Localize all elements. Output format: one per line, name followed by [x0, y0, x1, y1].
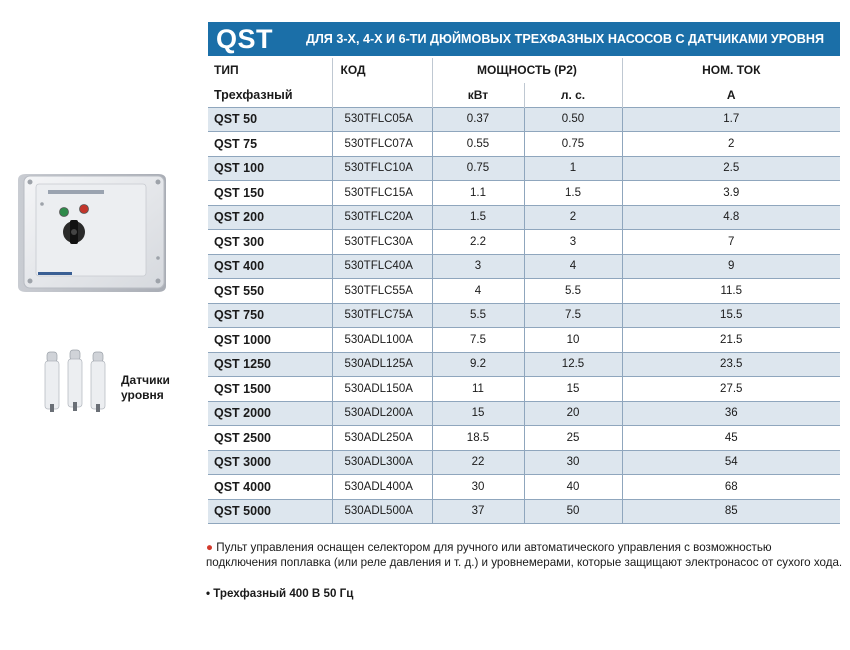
cell-amp: 15.5 — [622, 303, 840, 328]
table-row — [208, 107, 840, 132]
cell-code: 530TFLC15A — [332, 181, 432, 206]
header-code: КОД — [332, 58, 432, 83]
table-row — [208, 377, 840, 402]
cell-amp: 9 — [622, 254, 840, 279]
table-row — [208, 279, 840, 304]
cell-amp: 45 — [622, 426, 840, 451]
cell-amp: 36 — [622, 401, 840, 426]
cell-code: 530ADL150A — [332, 377, 432, 402]
note-line1 — [206, 540, 846, 555]
cell-amp: 85 — [622, 499, 840, 524]
cell-hp: 25 — [524, 426, 622, 451]
header-power: МОЩНОСТЬ (P2) — [432, 58, 622, 83]
cell-kw: 2.2 — [432, 230, 524, 255]
table-row — [208, 450, 840, 475]
cell-hp: 12.5 — [524, 352, 622, 377]
cell-code: 530ADL125A — [332, 352, 432, 377]
header-type: ТИП — [214, 63, 239, 78]
sensors-caption — [121, 373, 170, 403]
cell-hp: 1 — [524, 156, 622, 181]
subheader-code-empty — [332, 83, 432, 108]
cell-type: QST 1500 — [208, 377, 332, 402]
cell-code: 530ADL100A — [332, 328, 432, 353]
cell-code: 530TFLC10A — [332, 156, 432, 181]
cell-hp: 20 — [524, 401, 622, 426]
cell-type: QST 300 — [208, 230, 332, 255]
cell-kw: 9.2 — [432, 352, 524, 377]
cell-code: 530ADL250A — [332, 426, 432, 451]
cell-type: QST 3000 — [208, 450, 332, 475]
cell-hp: 4 — [524, 254, 622, 279]
cell-amp: 3.9 — [622, 181, 840, 206]
control-box-image — [8, 168, 178, 298]
cell-hp: 5.5 — [524, 279, 622, 304]
table-subheader-row — [208, 83, 840, 108]
cell-type: QST 750 — [208, 303, 332, 328]
cell-type: QST 1000 — [208, 328, 332, 353]
cell-amp: 27.5 — [622, 377, 840, 402]
cell-kw: 37 — [432, 499, 524, 524]
table-row — [208, 230, 840, 255]
header-current: НОМ. ТОК — [622, 58, 840, 83]
spec-table — [208, 58, 840, 524]
cell-kw: 15 — [432, 401, 524, 426]
cell-type: QST 100 — [208, 156, 332, 181]
note-line2-text: подключения поплавка (или реле давления и т. д.) и уровнемерами, которые защищают электронасос от сухого хода. — [206, 556, 843, 569]
table-row — [208, 205, 840, 230]
model-title: QST — [216, 23, 274, 54]
table-row — [208, 156, 840, 181]
cell-hp: 3 — [524, 230, 622, 255]
cell-amp: 54 — [622, 450, 840, 475]
cell-kw: 11 — [432, 377, 524, 402]
cell-type: QST 4000 — [208, 475, 332, 500]
cell-kw: 7.5 — [432, 328, 524, 353]
cell-type: QST 50 — [208, 107, 332, 132]
cell-code: 530TFLC40A — [332, 254, 432, 279]
table-row — [208, 303, 840, 328]
cell-type: QST 400 — [208, 254, 332, 279]
cell-code: 530TFLC75A — [332, 303, 432, 328]
table-row — [208, 426, 840, 451]
cell-type: QST 5000 — [208, 499, 332, 524]
cell-hp: 50 — [524, 499, 622, 524]
cell-type: QST 550 — [208, 279, 332, 304]
cell-hp: 0.50 — [524, 107, 622, 132]
cell-type: QST 2500 — [208, 426, 332, 451]
cell-kw: 1.5 — [432, 205, 524, 230]
table-row — [208, 401, 840, 426]
table-row — [208, 475, 840, 500]
table-row — [208, 499, 840, 524]
note-line1-text: Пульт управления оснащен селектором для ручного или автоматического управления с возможностью — [216, 541, 772, 554]
bullet-icon: ● — [206, 541, 214, 554]
cell-amp: 7 — [622, 230, 840, 255]
cell-hp: 7.5 — [524, 303, 622, 328]
sensors-caption-line2: уровня — [121, 388, 164, 402]
cell-code: 530TFLC07A — [332, 132, 432, 157]
cell-type: QST 200 — [208, 205, 332, 230]
table-row — [208, 132, 840, 157]
cell-type: QST 150 — [208, 181, 332, 206]
cell-code: 530ADL200A — [332, 401, 432, 426]
table-row — [208, 328, 840, 353]
table-row — [208, 352, 840, 377]
table-header-row — [208, 58, 840, 83]
cell-kw: 30 — [432, 475, 524, 500]
cell-amp: 21.5 — [622, 328, 840, 353]
cell-code: 530TFLC05A — [332, 107, 432, 132]
banner-subtitle: ДЛЯ 3-Х, 4-Х И 6-ТИ ДЮЙМОВЫХ ТРЕХФАЗНЫХ НАСОСОВ С ДАТЧИКАМИ УРОВНЯ — [306, 32, 824, 46]
cell-code: 530ADL400A — [332, 475, 432, 500]
cell-type: QST 1250 — [208, 352, 332, 377]
cell-hp: 1.5 — [524, 181, 622, 206]
table-row — [208, 254, 840, 279]
title-banner — [208, 22, 840, 56]
cell-kw: 22 — [432, 450, 524, 475]
cell-hp: 15 — [524, 377, 622, 402]
cell-amp: 4.8 — [622, 205, 840, 230]
cell-kw: 0.75 — [432, 156, 524, 181]
cell-code: 530ADL300A — [332, 450, 432, 475]
description-note — [206, 540, 846, 570]
cell-hp: 40 — [524, 475, 622, 500]
subheader-hp: л. с. — [524, 83, 622, 108]
cell-type: QST 2000 — [208, 401, 332, 426]
cell-code: 530TFLC55A — [332, 279, 432, 304]
cell-type: QST 75 — [208, 132, 332, 157]
power-supply-note: • Трехфазный 400 В 50 Гц — [206, 587, 354, 600]
cell-kw: 5.5 — [432, 303, 524, 328]
level-sensors-image — [42, 348, 112, 414]
cell-kw: 3 — [432, 254, 524, 279]
cell-kw: 1.1 — [432, 181, 524, 206]
subheader-amp: А — [622, 83, 840, 108]
table-row — [208, 181, 840, 206]
cell-hp: 10 — [524, 328, 622, 353]
subheader-kw: кВт — [432, 83, 524, 108]
cell-hp: 0.75 — [524, 132, 622, 157]
subheader-phase: Трехфазный — [214, 87, 293, 102]
sensors-caption-line1: Датчики — [121, 373, 170, 387]
cell-amp: 2 — [622, 132, 840, 157]
cell-kw: 0.37 — [432, 107, 524, 132]
cell-hp: 30 — [524, 450, 622, 475]
cell-amp: 23.5 — [622, 352, 840, 377]
cell-amp: 68 — [622, 475, 840, 500]
cell-code: 530TFLC20A — [332, 205, 432, 230]
cell-hp: 2 — [524, 205, 622, 230]
cell-amp: 1.7 — [622, 107, 840, 132]
cell-code: 530TFLC30A — [332, 230, 432, 255]
cell-code: 530ADL500A — [332, 499, 432, 524]
cell-amp: 2.5 — [622, 156, 840, 181]
cell-amp: 11.5 — [622, 279, 840, 304]
cell-kw: 4 — [432, 279, 524, 304]
cell-kw: 18.5 — [432, 426, 524, 451]
table-body — [208, 107, 840, 524]
cell-kw: 0.55 — [432, 132, 524, 157]
